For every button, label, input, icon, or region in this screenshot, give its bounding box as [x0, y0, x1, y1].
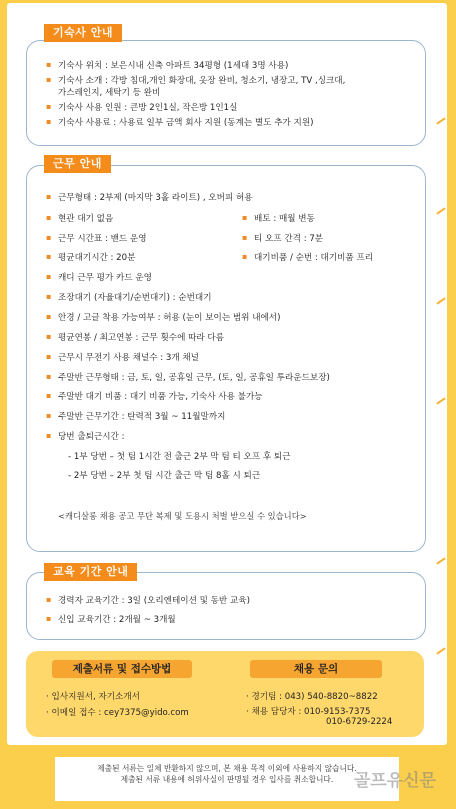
- bullet-icon: ▪: [242, 252, 248, 261]
- work-item: 캐디 근무 평가 카드 운영: [58, 273, 152, 283]
- work-right-item: 배토 : 매월 변동: [254, 214, 315, 224]
- shift-line: - 2부 당번 – 2부 첫 팀 시간 출근 막 팀 8홀 시 퇴근: [68, 471, 261, 481]
- training-item: 신입 교육기간 : 2개월 ~ 3개월: [58, 615, 176, 625]
- disclaimer-line: 제출된 서류 내용에 허위사실이 판명될 경우 입사를 취소합니다.: [120, 775, 334, 784]
- watermark-logo: 골프유신문: [353, 771, 436, 791]
- bullet-icon: ▪: [46, 614, 52, 623]
- bullet-icon: ▪: [46, 332, 52, 341]
- work-item: 근무시 무전기 사용 채널수 : 3개 채널: [58, 353, 199, 363]
- work-item: 주말반 근무형태 : 금, 토, 일, 공휴일 근무, (토, 일, 공휴일 투라운드보장): [58, 373, 330, 383]
- dorm-item: 기숙사 사용 인원 : 큰방 2인1실, 작은방 1인1실: [58, 103, 238, 113]
- work-item: 조장대기 (자율대기/순번대기) : 순번대기: [58, 293, 212, 303]
- work-title: 근무 안내: [44, 155, 111, 173]
- training-title: 교육 기간 안내: [44, 563, 137, 581]
- bullet-icon: ▪: [242, 233, 248, 242]
- dorm-item: 기숙사 위치 : 보은시내 신축 아파트 34평형 (1세대 3명 사용): [58, 61, 289, 71]
- work-item: 주말반 대기 비품 : 대기 비품 가능, 기숙사 사용 불가능: [58, 392, 263, 402]
- dorm-item-cont: 가스레인지, 세탁기 등 완비: [58, 88, 161, 98]
- bullet-icon: ▪: [46, 233, 52, 242]
- bullet-icon: ▪: [46, 117, 52, 126]
- bullet-icon: ▪: [46, 252, 52, 261]
- bullet-icon: ▪: [46, 60, 52, 69]
- bullet-icon: ▪: [46, 595, 52, 604]
- bullet-icon: ▪: [46, 372, 52, 381]
- submit-line: · 입사지원서, 자기소개서: [46, 692, 140, 702]
- inquiry-line: · 경기팀 : 043) 540-8820~8822: [246, 692, 378, 702]
- work-item: 주말반 근무기간 : 탄력적 3월 ~ 11월말까지: [58, 412, 226, 422]
- work-right-item: 티 오프 간격 : 7분: [254, 234, 324, 244]
- bullet-icon: ▪: [46, 272, 52, 281]
- copyright-notice: <캐디살롱 채용 공고 무단 복제 및 도용시 처벌 받으실 수 있습니다>: [58, 511, 307, 521]
- bullet-icon: ▪: [46, 352, 52, 361]
- bullet-icon: ▪: [46, 75, 52, 84]
- shift-line: - 1부 당번 – 첫 팀 1시간 전 출근 2부 막 팀 티 오프 후 퇴근: [68, 452, 291, 462]
- work-item: 평균연봉 / 최고연봉 : 근무 횟수에 따라 다름: [58, 333, 225, 343]
- work-item: 근무형태 : 2부제 (마지막 3홀 라이트) , 오버피 허용: [58, 193, 253, 203]
- dorm-title: 기숙사 안내: [44, 24, 122, 42]
- bullet-icon: ▪: [46, 102, 52, 111]
- bullet-icon: ▪: [46, 411, 52, 420]
- bullet-icon: ▪: [242, 213, 248, 222]
- work-item: 현관 대기 없음: [58, 214, 114, 224]
- dorm-item: 기숙사 소개 : 각방 침대,개인 화장대, 옷장 완비, 청소기, 냉장고, TV ,싱크대,: [58, 76, 346, 86]
- inquiry-title: 채용 문의: [250, 660, 382, 678]
- bullet-icon: ▪: [46, 431, 52, 440]
- work-item: 근무 시간표 : 밴드 운영: [58, 234, 147, 244]
- disclaimer-line: 제출된 서류는 일체 반환하지 않으며, 본 채용 목적 이외에 사용하지 않습니다.: [97, 764, 357, 773]
- work-item: 평균대기시간 : 20분: [58, 253, 136, 263]
- bullet-icon: ▪: [46, 312, 52, 321]
- work-item: 당번 출퇴근시간 :: [58, 432, 125, 442]
- bullet-icon: ▪: [46, 391, 52, 400]
- bullet-icon: ▪: [46, 192, 52, 201]
- submit-email[interactable]: · 이메일 접수 : cey7375@yido.com: [46, 708, 189, 718]
- bullet-icon: ▪: [46, 292, 52, 301]
- inquiry-line: 010-6729-2224: [326, 717, 393, 727]
- training-item: 경력자 교육기간 : 3일 (오리엔테이션 및 동반 교육): [58, 596, 250, 606]
- bullet-icon: ▪: [46, 213, 52, 222]
- submit-title: 제출서류 및 접수방법: [52, 660, 192, 678]
- disclaimer-box: [55, 757, 399, 801]
- dorm-item: 기숙사 사용료 : 사용료 일부 금액 회사 지원 (동계는 별도 추가 지원): [58, 118, 314, 128]
- training-section: [26, 572, 426, 640]
- inquiry-line: · 채용 담당자 : 010-9153-7375: [246, 707, 371, 717]
- work-right-item: 대기비품 / 순번 : 대기비품 프리: [254, 253, 374, 263]
- work-item: 안경 / 고글 착용 가능여부 : 허용 (눈이 보이는 범위 내에서): [58, 313, 281, 323]
